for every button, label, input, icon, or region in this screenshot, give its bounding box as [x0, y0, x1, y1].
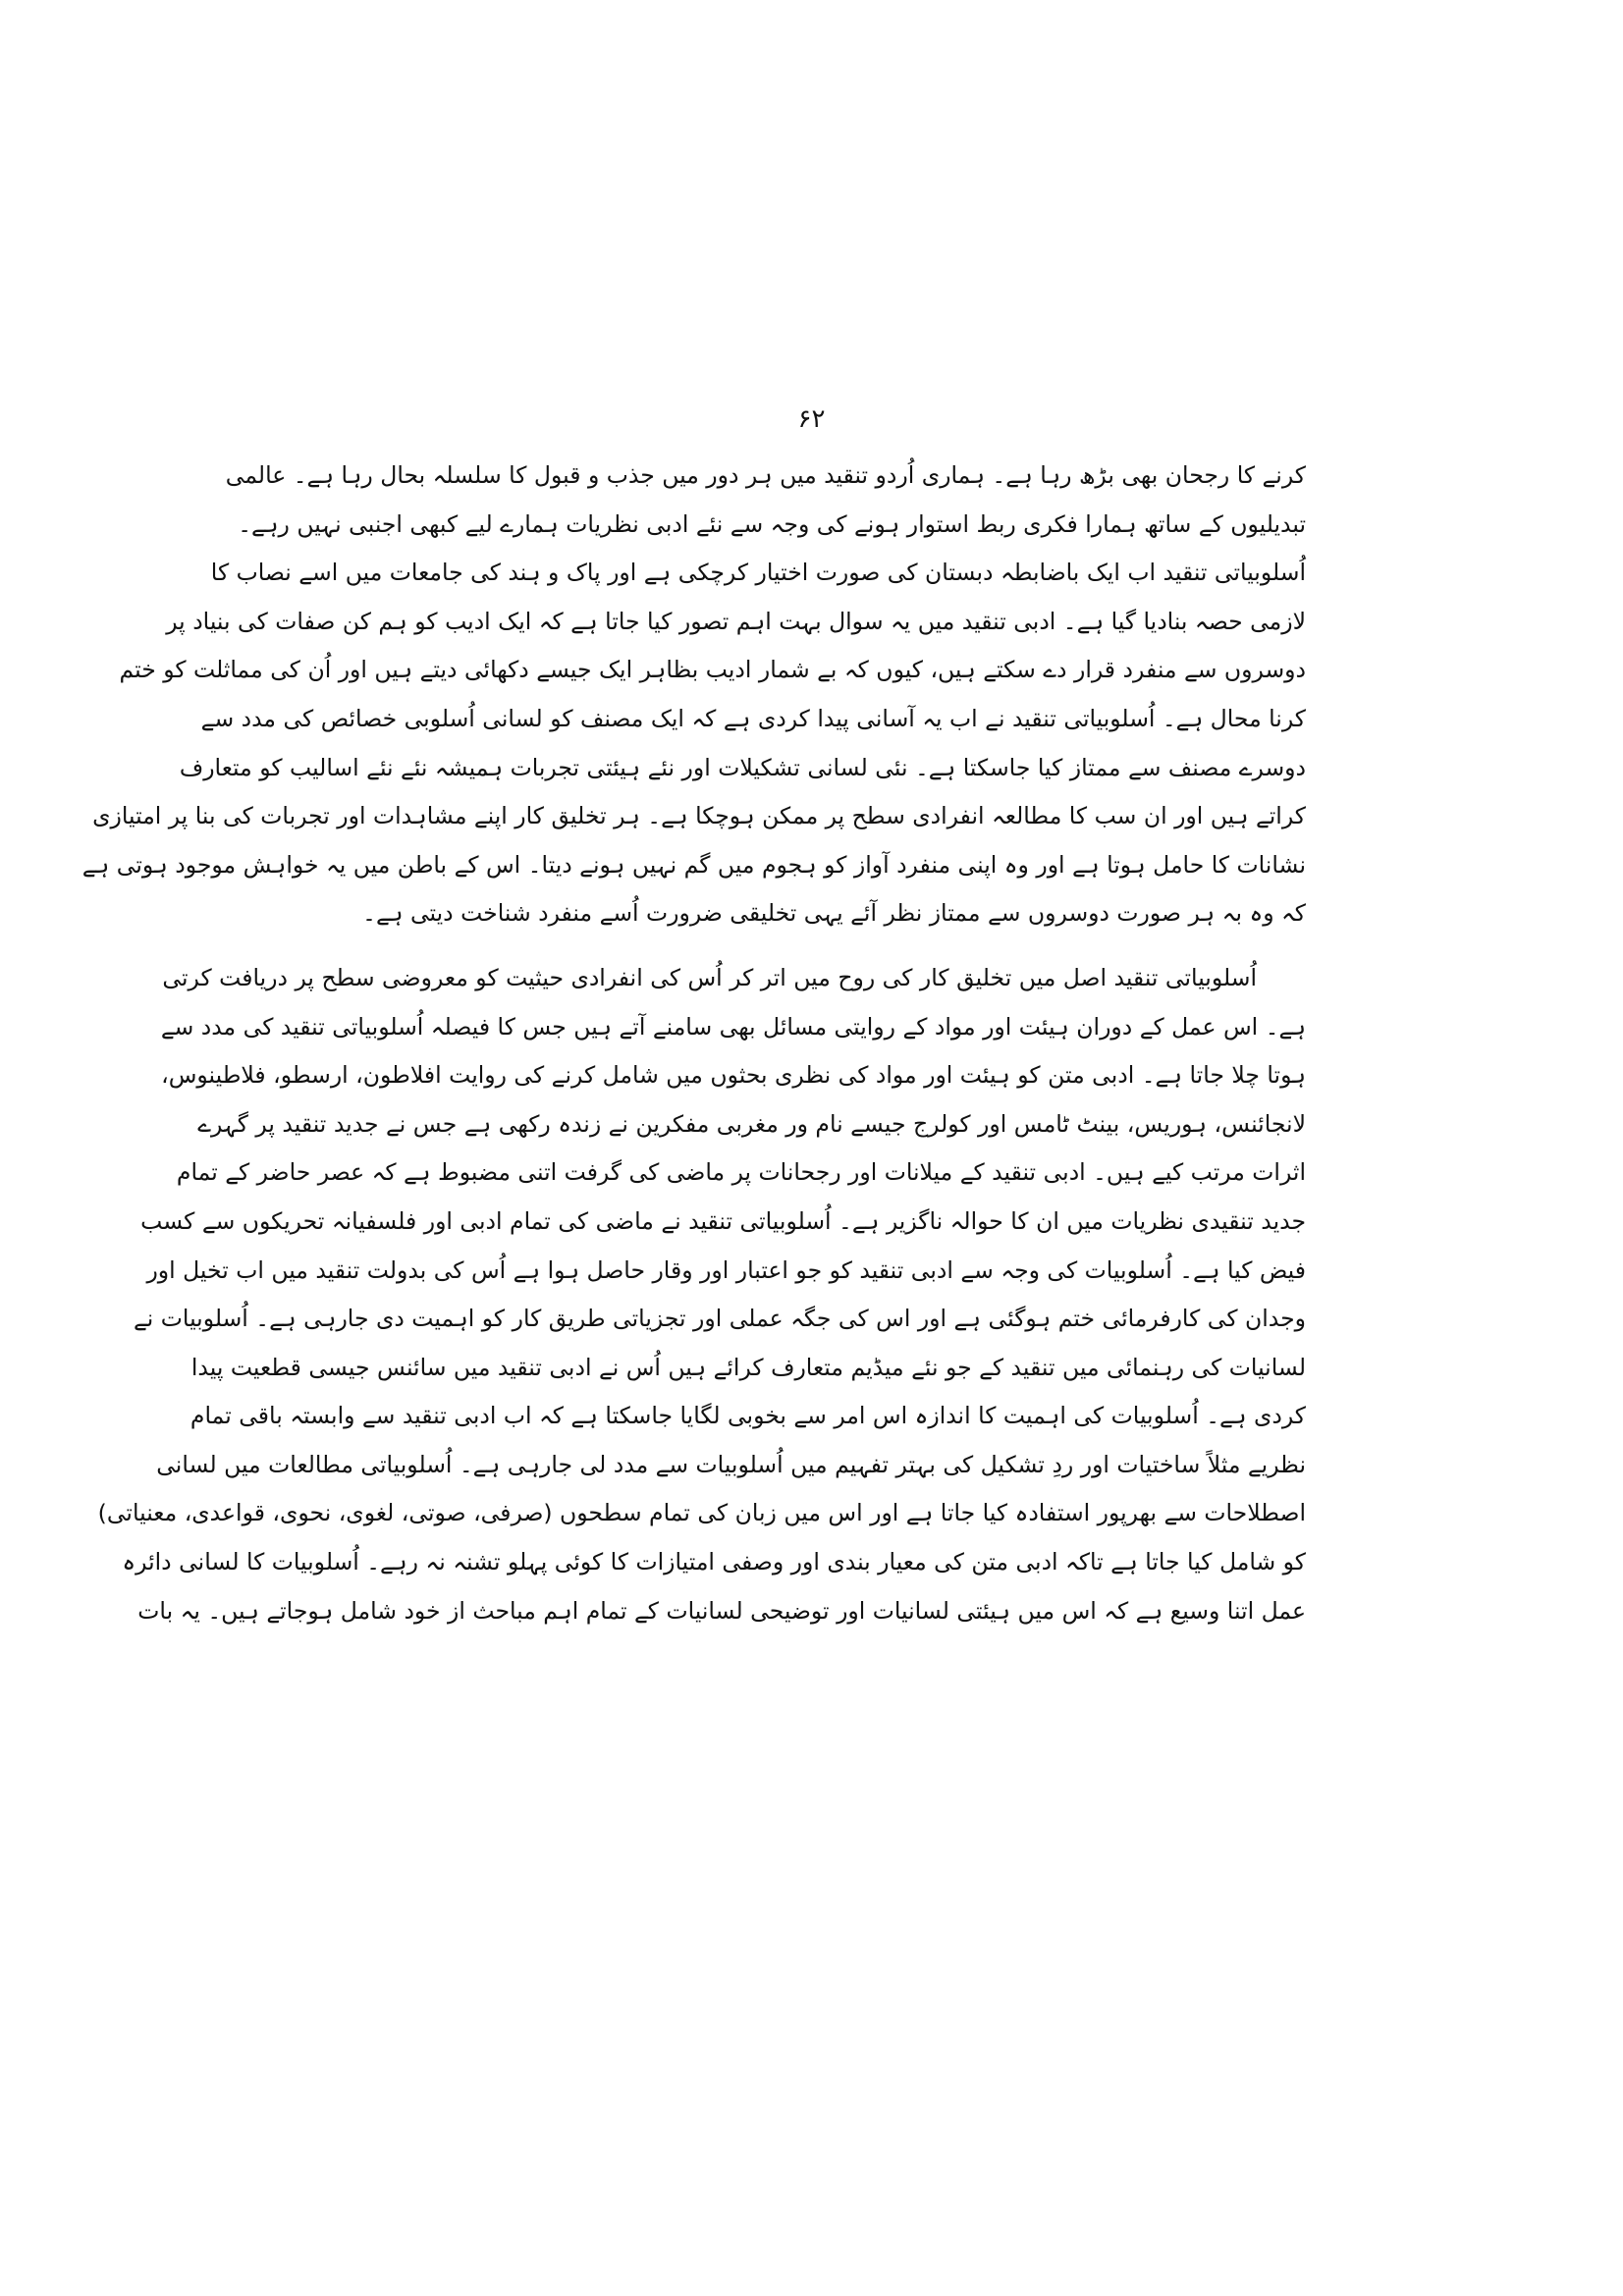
- page-number: ۶۲: [797, 404, 826, 434]
- text-line: کردی ہے۔ اُسلوبیات کی اہمیت کا اندازہ اس امر سے بخوبی لگایا جاسکتا ہے کہ اب ادبی تنقید سے وابستہ باقی تمام: [189, 1402, 1306, 1430]
- text-line: کرنے کا رجحان بھی بڑھ رہا ہے۔ ہماری اُردو تنقید میں ہر دور میں جذب و قبول کا سلسلہ بحال رہا ہے۔ عالمی: [225, 461, 1306, 489]
- text-line: اثرات مرتب کیے ہیں۔ ادبی تنقید کے میلانات اور رجحانات پر ماضی کی گرفت اتنی مضبوط ہے کہ عصر حاضر کے تمام: [176, 1158, 1306, 1187]
- text-line: لازمی حصہ بنادیا گیا ہے۔ ادبی تنقید میں یہ سوال بہت اہم تصور کیا جاتا ہے کہ ایک ادیب کو ہم کن صفات کی بنیاد پر: [166, 607, 1306, 635]
- text-line: وجدان کی کارفرمائی ختم ہوگئی ہے اور اس کی جگہ عملی اور تجزیاتی طریق کار کو اہمیت دی جارہی ہے۔ اُسلوبیات نے: [134, 1305, 1306, 1333]
- text-line: اُسلوبیاتی تنقید اصل میں تخلیق کار کی روح میں اتر کر اُس کی انفرادی حیثیت کو معروضی سطح پر دریافت کرتی: [162, 963, 1257, 991]
- text-line: کرنا محال ہے۔ اُسلوبیاتی تنقید نے اب یہ آسانی پیدا کردی ہے کہ ایک مصنف کو لسانی اُسلوبی خصائص کی مدد سے: [200, 704, 1306, 732]
- text-line: دوسرے مصنف سے ممتاز کیا جاسکتا ہے۔ نئی لسانی تشکیلات اور نئے ہیئتی تجربات ہمیشہ نئے نئے اسالیب کو متعارف: [179, 753, 1306, 781]
- text-line: اصطلاحات سے بھرپور استفادہ کیا جاتا ہے اور اس میں زبان کی تمام سطحوں (صرفی، صوتی، لغوی، نحوی، قواعدی، معنیاتی): [97, 1499, 1306, 1527]
- text-line: جدید تنقیدی نظریات میں ان کا حوالہ ناگزیر ہے۔ اُسلوبیاتی تنقید نے ماضی کی تمام ادبی اور فلسفیانہ تحریکوں سے کسب: [140, 1206, 1306, 1235]
- text-line: کو شامل کیا جاتا ہے تاکہ ادبی متن کی معیار بندی اور وصفی امتیازات کا کوئی پہلو تشنہ نہ رہے۔ اُسلوبیات کا لسانی دائرہ: [122, 1548, 1306, 1576]
- text-line: کہ وہ بہ ہر صورت دوسروں سے ممتاز نظر آئے یہی تخلیقی ضرورت اُسے منفرد شناخت دیتی ہے۔: [362, 899, 1306, 928]
- paragraph-2: [97, 954, 1306, 1635]
- text-line: ہوتا چلا جاتا ہے۔ ادبی متن کو ہیئت اور مواد کی نظری بحثوں میں شامل کرنے کی روایت افلاطون، ارسطو، فلاطینوس،: [161, 1061, 1306, 1090]
- body-text: [81, 452, 1306, 1635]
- text-line: تبدیلیوں کے ساتھ ہمارا فکری ربط استوار ہونے کی وجہ سے نئے ادبی نظریات ہمارے لیے کبھی اجنبی نہیں رہے۔: [238, 509, 1306, 538]
- paragraph-gap: [314, 938, 1306, 954]
- text-line: لسانیات کی رہنمائی میں تنقید کے جو نئے میڈیم متعارف کرائے ہیں اُس نے ادبی تنقید میں سائنس جیسی قطعیت پیدا: [190, 1353, 1306, 1381]
- text-line: کراتے ہیں اور ان سب کا مطالعہ انفرادی سطح پر ممکن ہوچکا ہے۔ ہر تخلیق کار اپنے مشاہدات اور تجربات کی بنا پر امتیازی: [92, 802, 1306, 830]
- text-line: ہے۔ اس عمل کے دوران ہیئت اور مواد کے روایتی مسائل بھی سامنے آتے ہیں جس کا فیصلہ اُسلوبیاتی تنقید کی مدد سے: [160, 1012, 1306, 1041]
- text-line: دوسروں سے منفرد قرار دے سکتے ہیں، کیوں کہ بے شمار ادیب بظاہر ایک جیسے دکھائی دیتے ہیں اور اُن کی مماثلت کو ختم: [119, 656, 1306, 684]
- text-line: لانجائنس، ہوریس، بینٹ ٹامس اور کولرج جیسے نام ور مغربی مفکرین نے زندہ رکھی ہے جس نے جدید تنقید پر گہرے: [197, 1109, 1306, 1138]
- text-line: نظریے مثلاً ساختیات اور ردِ تشکیل کی بہتر تفہیم میں اُسلوبیات سے مدد لی جارہی ہے۔ اُسلوبیاتی مطالعات میں لسانی: [156, 1450, 1306, 1478]
- paragraph-1: [81, 452, 1306, 938]
- text-line: فیض کیا ہے۔ اُسلوبیات کی وجہ سے ادبی تنقید کو جو اعتبار اور وقار حاصل ہوا ہے اُس کی بدولت تنقید میں اب تخیل اور: [146, 1255, 1306, 1284]
- text-line: نشانات کا حامل ہوتا ہے اور وہ اپنی منفرد آواز کو ہجوم میں گم نہیں ہونے دیتا۔ اس کے باطن میں یہ خواہش موجود ہوتی ہے: [81, 850, 1306, 879]
- text-line: عمل اتنا وسیع ہے کہ اس میں ہیئتی لسانیات اور توضیحی لسانیات کے تمام اہم مباحث از خود شامل ہوجاتے ہیں۔ یہ بات: [137, 1596, 1306, 1625]
- text-line: اُسلوبیاتی تنقید اب ایک باضابطہ دبستان کی صورت اختیار کرچکی ہے اور پاک و ہند کی جامعات میں اسے نصاب کا: [210, 559, 1306, 587]
